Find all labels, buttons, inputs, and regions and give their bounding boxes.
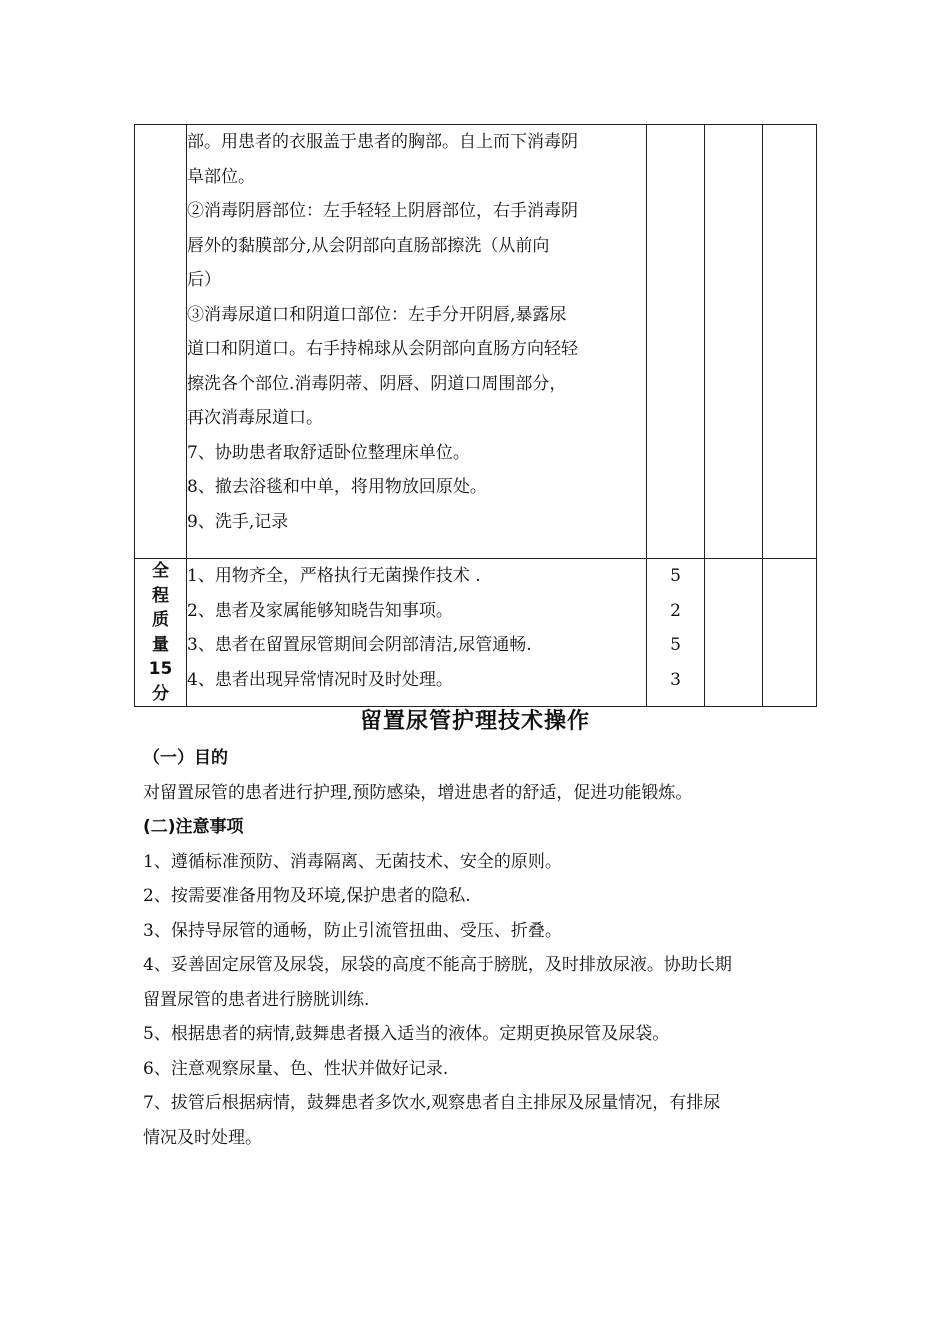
procedure-line: 9、洗手,记录	[187, 511, 289, 532]
category-char: 全	[152, 561, 169, 581]
quality-scores-cell	[647, 559, 705, 707]
note-line: 4、妥善固定尿管及尿袋，尿袋的高度不能高于膀胱，及时排放尿液。协助长期	[143, 955, 732, 975]
procedure-steps-cell	[187, 125, 647, 559]
procedure-line: ③消毒尿道口和阴道口部位：左手分开阴唇,暴露尿	[187, 304, 567, 325]
quality-score: 3	[670, 669, 681, 690]
purpose-text: 对留置尿管的患者进行护理,预防感染，增进患者的舒适，促进功能锻炼。	[143, 782, 693, 803]
note-line: 5、根据患者的病情,鼓舞患者摄入适当的液体。定期更换尿管及尿袋。	[143, 1024, 670, 1044]
category-char: 分	[152, 683, 169, 704]
quality-item: 3、患者在留置尿管期间会阴部清洁,尿管通畅.	[187, 635, 532, 655]
procedure-line: ②消毒阴唇部位：左手轻轻上阴唇部位，右手消毒阴	[187, 201, 578, 221]
procedure-line: 道口和阴道口。右手持棉球从会阴部向直肠方向轻轻	[187, 339, 578, 359]
quality-score: 5	[670, 635, 681, 655]
quality-item: 1、用物齐全，严格执行无菌操作技术 .	[187, 566, 481, 586]
remark-cell-empty	[763, 125, 817, 559]
procedure-line: 阜部位。	[187, 166, 255, 187]
procedure-line: 部。用患者的衣服盖于患者的胸部。自上而下消毒阴	[187, 132, 578, 152]
quality-category-cell	[135, 559, 187, 707]
scoring-table	[134, 124, 817, 707]
quality-score: 2	[670, 600, 681, 621]
category-cell-empty	[135, 125, 187, 559]
category-char: 15	[148, 659, 173, 679]
note-line: 情况及时处理。	[143, 1127, 262, 1148]
procedure-line: 后）	[187, 270, 221, 290]
note-line: 留置尿管的患者进行膀胱训练.	[143, 989, 370, 1010]
procedure-line: 8、撤去浴毯和中单，将用物放回原处。	[187, 477, 487, 497]
quality-items-cell	[187, 559, 647, 707]
procedure-line: 再次消毒尿道口。	[187, 408, 323, 428]
procedure-line: 7、协助患者取舒适卧位整理床单位。	[187, 442, 470, 463]
category-char: 量	[152, 634, 169, 655]
notes-heading: (二)注意事项	[143, 817, 244, 837]
remark-cell-empty	[763, 559, 817, 707]
category-char: 程	[152, 585, 169, 606]
purpose-heading: （一）目的	[143, 748, 228, 768]
quality-item: 4、患者出现异常情况时及时处理。	[187, 669, 453, 690]
quality-score: 5	[670, 566, 681, 586]
score-cell-empty	[647, 125, 705, 559]
note-line: 7、拔管后根据病情，鼓舞患者多饮水,观察患者自主排尿及尿量情况，有排尿	[143, 1093, 721, 1113]
procedure-line: 擦洗各个部位.消毒阴蒂、阴唇、阴道口周围部分，	[187, 373, 567, 394]
quality-row	[135, 559, 817, 707]
note-line: 3、保持导尿管的通畅，防止引流管扭曲、受压、折叠。	[143, 920, 562, 941]
procedure-line: 唇外的黏膜部分,从会阴部向直肠部擦洗（从前向	[187, 235, 550, 256]
note-line: 2、按需要准备用物及环境,保护患者的隐私.	[143, 886, 471, 906]
procedure-row	[135, 125, 817, 559]
category-char: 质	[152, 610, 169, 630]
deduction-cell-empty	[705, 125, 763, 559]
note-line: 6、注意观察尿量、色、性状并做好记录.	[143, 1058, 449, 1079]
document-body	[143, 741, 823, 1155]
note-line: 1、遵循标准预防、消毒隔离、无菌技术、安全的原则。	[143, 851, 562, 872]
quality-item: 2、患者及家属能够知晓告知事项。	[187, 600, 453, 621]
deduction-cell-empty	[705, 559, 763, 707]
document-title: 留置尿管护理技术操作	[359, 709, 590, 734]
